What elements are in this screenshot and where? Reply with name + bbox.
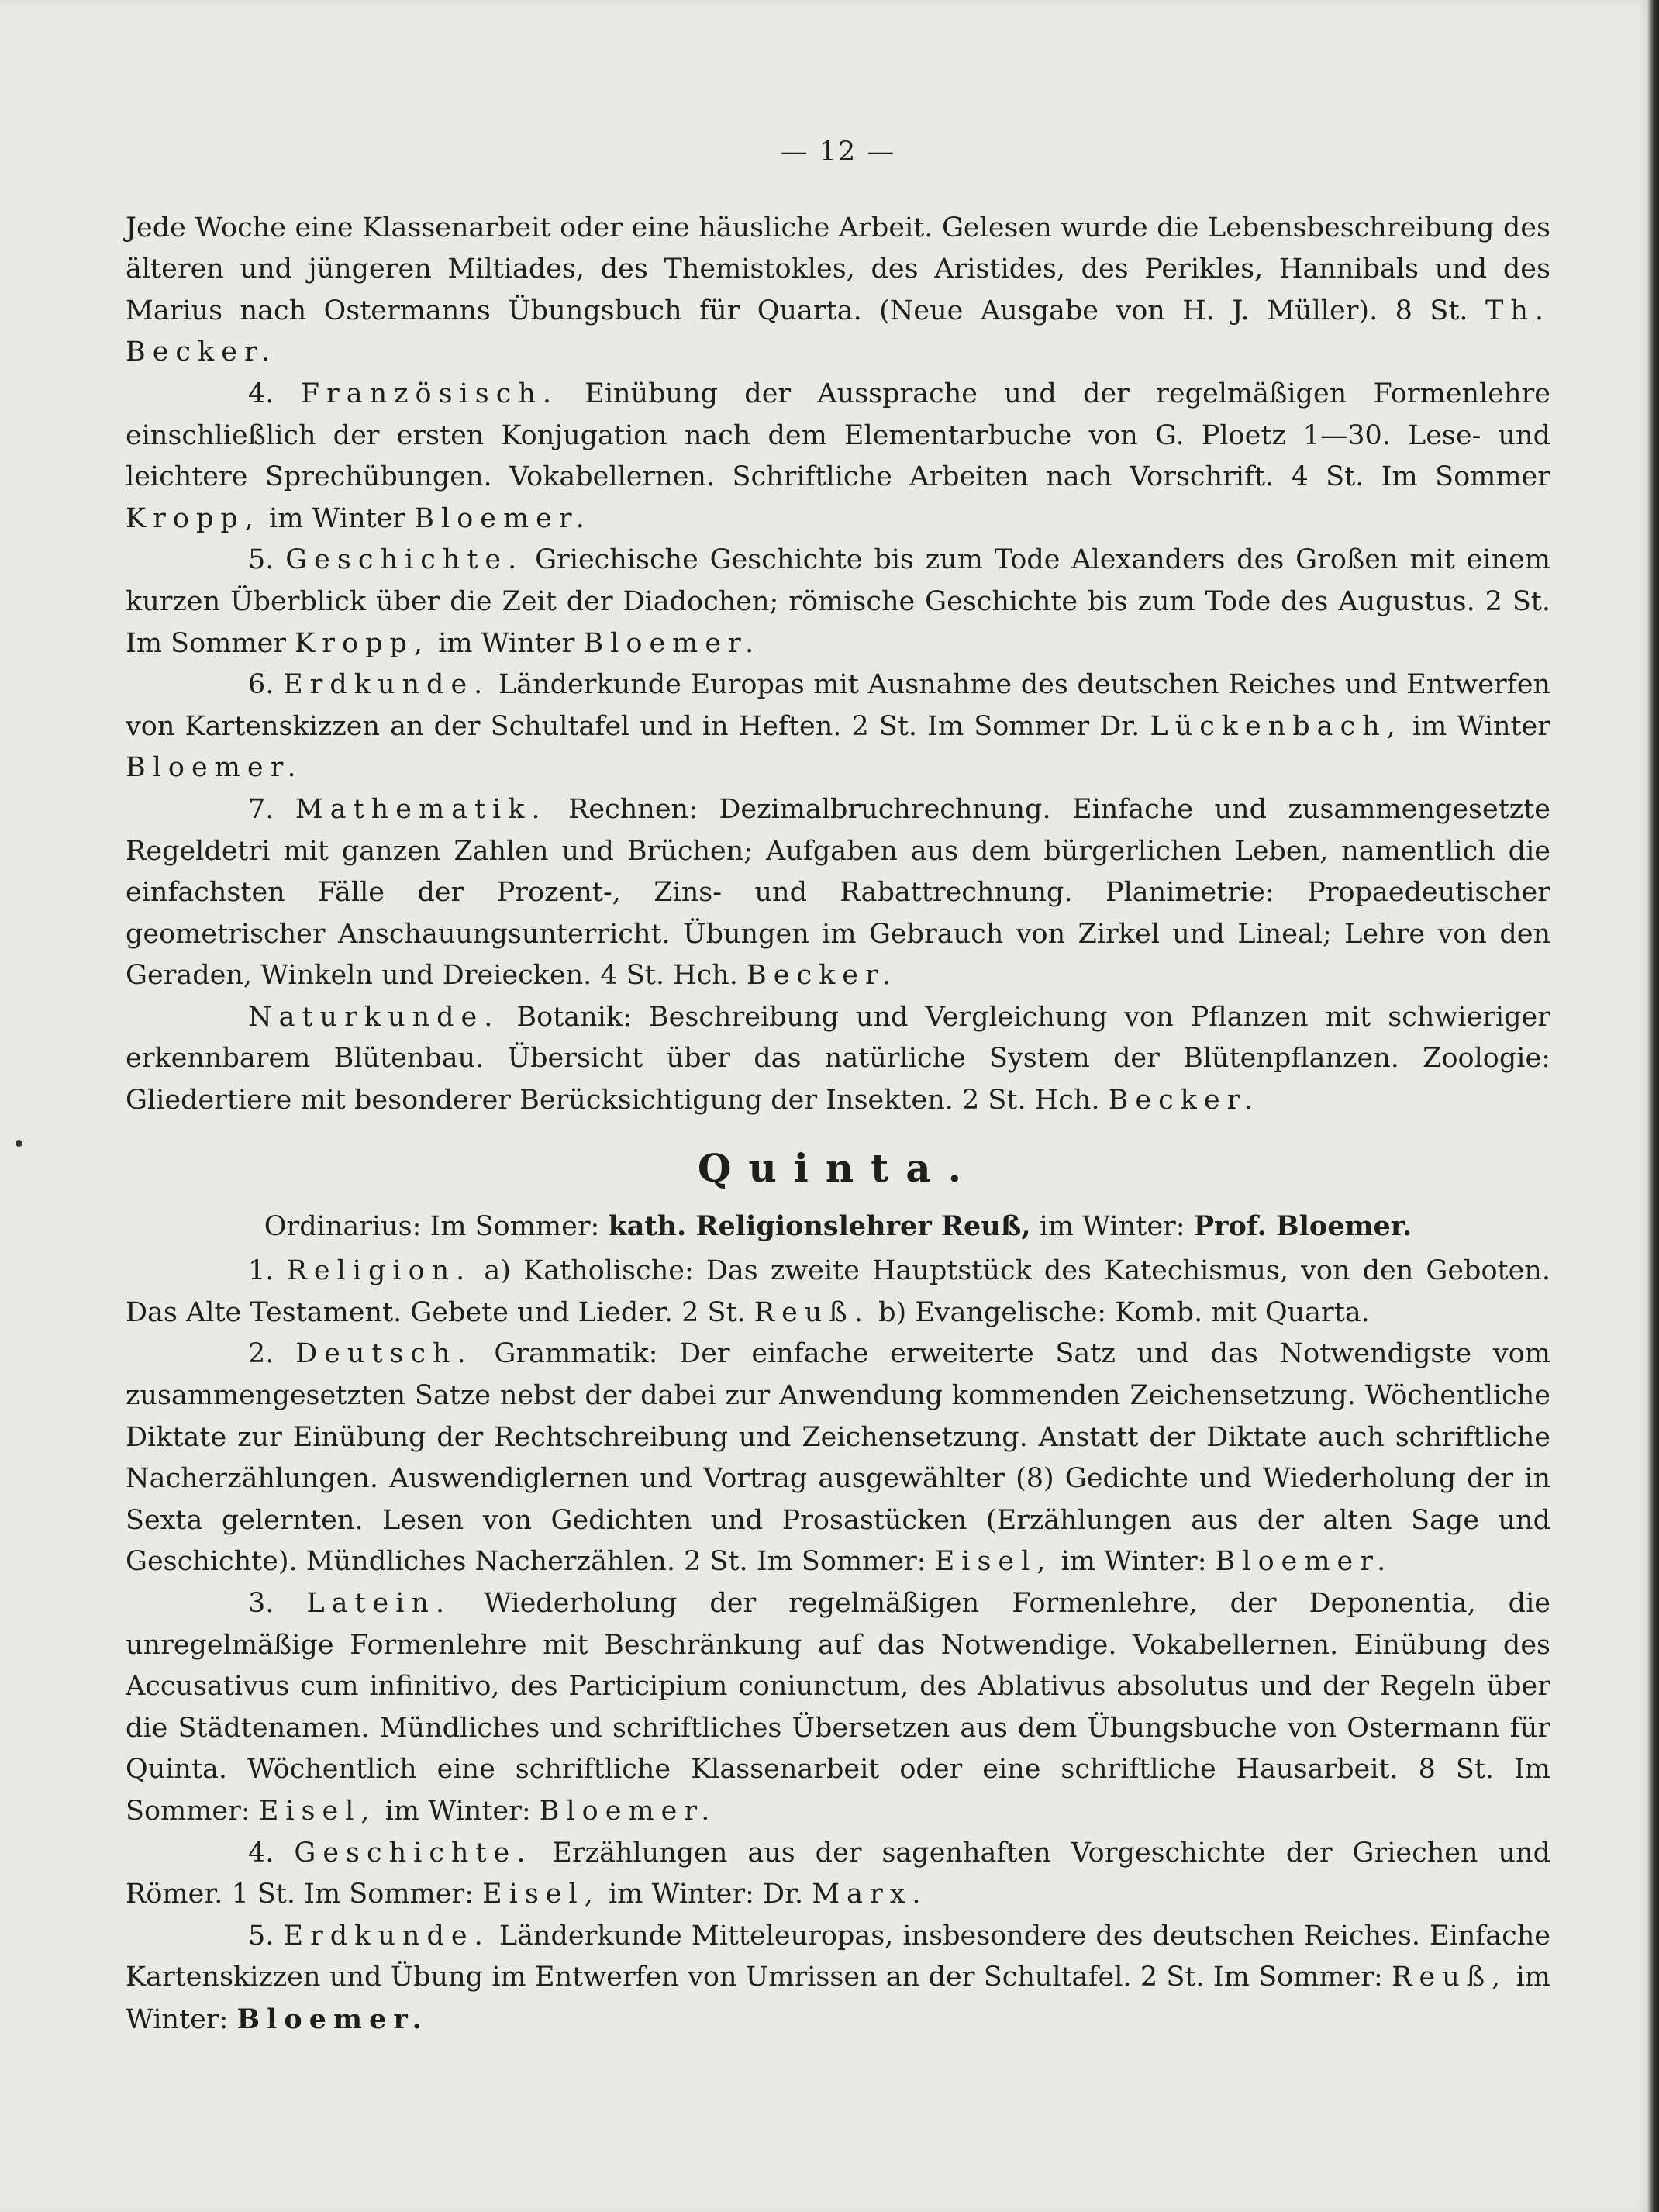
ordinarius-label: Ordinarius: Im Sommer: — [264, 1210, 600, 1242]
page-number: — 12 — — [780, 136, 896, 167]
subject-body: Wiederholung der regelmäßigen Formenlehre, der Deponentia, die unregelmäßige Formenlehre mit Beschränkung auf das Notwendige. Vokabellernen. Einübung des Accusativus cum infinitivo, des Participium coniunctum, des Ablativus absolutus und der Regeln über die Städtenamen. Mündliches und schriftliches Übersetzen aus dem Übungsbuche von Ostermann für Quinta. Wöchentlich eine schriftliche Klassenarbeit oder eine schriftliche Hausarbeit. 8 St. Im Sommer: — [126, 1588, 1550, 1827]
subject-name: Religion. — [286, 1255, 472, 1287]
quinta-subject-religion — [126, 1251, 1550, 1334]
teacher-summer: Lückenbach, — [1150, 710, 1402, 742]
teacher-winter: Bloemer. — [126, 752, 303, 784]
teacher-summer: Eisel, — [934, 1546, 1053, 1578]
quarta-subject-french — [126, 374, 1550, 540]
ordinarius-winter: Prof. Bloemer. — [1193, 1210, 1412, 1242]
subject-number: 4. — [248, 378, 274, 409]
teacher-summer: Kropp, — [126, 502, 260, 534]
subject-number: 7. — [248, 793, 274, 825]
subject-mid: im Winter: — [126, 1962, 1550, 2035]
teacher-winter: Bloemer. — [414, 502, 592, 534]
subject-name: Französisch. — [300, 378, 559, 409]
teacher-summer: Reuß, — [1392, 1962, 1508, 1993]
subject-name: Mathematik. — [295, 793, 547, 825]
subject-name: Geschichte. — [294, 1837, 533, 1869]
subject-body: Grammatik: Der einfache erweiterte Satz und das Notwendigste vom zusammengesetzten Satze nebst der dabei zur Anwendung kommenden Zeichensetzung. Wöchentliche Diktate zur Einübung der Rechtschreibung und Zeichensetzung. Anstatt der Diktate auch schriftliche Nacherzählungen. Auswendiglernen und Vortrag ausgewählter (8) Gedichte und Wiederholung der in Sexta gelernten. Lesen von Gedichten und Prosastücken (Erzählungen aus der alten Sage und Geschichte). Mündliches Nacherzählen. 2 St. Im Sommer: — [126, 1338, 1550, 1578]
teacher-winter: Bloemer. — [1215, 1546, 1393, 1578]
subject-name: Geschichte. — [285, 544, 524, 576]
subject-name: Naturkunde. — [248, 1001, 500, 1033]
subject-number: 4. — [248, 1837, 274, 1869]
teacher-summer: Reuß. — [754, 1296, 870, 1328]
ordinarius-line — [126, 1206, 1550, 1248]
subject-mid: im Winter — [438, 627, 575, 659]
quinta-subject-history — [126, 1833, 1550, 1916]
subject-name: Latein. — [306, 1588, 452, 1619]
subject-body: Botanik: Beschreibung und Vergleichung von Pflanzen mit schwieriger erkennbarem Blütenbau. Übersicht über das natürliche System der Blütenpflanzen. Zoologie: Gliedertiere mit besonderer Berücksichtigung der Insekten. 2 St. Hch. — [126, 1001, 1550, 1116]
subject-name: Erdkunde. — [283, 1920, 490, 1951]
subject-mid: im Winter: — [1061, 1546, 1207, 1578]
subject-name: Erdkunde. — [283, 669, 490, 701]
subject-mid: b) Evangelische: Komb. mit Quarta. — [878, 1296, 1370, 1328]
subject-body: a) Katholische: Das zweite Hauptstück des Katechismus, von den Geboten. Das Alte Testament. Gebete und Lieder. 2 St. — [126, 1255, 1550, 1328]
page-content — [126, 132, 1550, 2041]
subject-number: 6. — [248, 669, 274, 701]
quarta-subject-geography — [126, 664, 1550, 789]
quarta-subject-history — [126, 540, 1550, 664]
teacher-summer: Eisel, — [258, 1795, 377, 1827]
subject-body: Länderkunde Europas mit Ausnahme des deutschen Reiches und Entwerfen von Kartenskizzen an der Schultafel und in Heften. 2 St. Im Sommer Dr. — [126, 669, 1550, 742]
quarta-subject-mathematics — [126, 789, 1550, 997]
subject-number: 2. — [248, 1338, 274, 1370]
latin-continuation-text: Jede Woche eine Klassenarbeit oder eine häusliche Arbeit. Gelesen wurde die Lebensbeschreibung des älteren und jüngeren Miltiades, des Themistokles, des Aristides, des Perikles, Hannibals und des Marius nach Ostermanns Übungsbuch für Quarta. (Neue Ausgabe von H. J. Müller). 8 St. — [126, 212, 1550, 326]
subject-mid: im Winter: Dr. — [608, 1879, 804, 1910]
subject-mid: im Winter: — [385, 1795, 531, 1827]
quinta-subject-latin — [126, 1583, 1550, 1833]
subject-mid: im Winter — [1412, 710, 1550, 742]
teacher-winter: Bloemer. — [236, 2003, 429, 2035]
subject-body: Erzählungen aus der sagenhaften Vorgeschichte der Griechen und Römer. 1 St. Im Sommer: — [126, 1837, 1550, 1910]
quinta-subject-german — [126, 1334, 1550, 1583]
subject-body: Länderkunde Mitteleuropas, insbesondere des deutschen Reiches. Einfache Kartenskizzen und Übung im Entwerfen von Umrissen an der Schultafel. 2 St. Im Sommer: — [126, 1920, 1550, 1993]
ordinarius-summer: kath. Religionslehrer Reuß, — [608, 1210, 1031, 1242]
quarta-subject-natural-science — [126, 997, 1550, 1122]
latin-continuation-paragraph — [126, 208, 1550, 374]
teacher-summer: Becker. — [747, 960, 898, 992]
subject-body: Rechnen: Dezimalbruchrechnung. Einfache und zusammengesetzte Regeldetri mit ganzen Zahlen und Brüchen; Aufgaben aus dem bürgerlichen Leben, namentlich die einfachsten Fälle der Prozent-, Zins- und Rabattrechnung. Planimetrie: Propaedeutischer geometrischer Anschauungsunterricht. Übungen im Gebrauch von Zirkel und Lineal; Lehre von den Geraden, Winkeln und Dreiecken. 4 St. Hch. — [126, 793, 1550, 992]
teacher-summer: Kropp, — [295, 627, 430, 659]
latin-teacher: Th. Becker. — [126, 295, 1550, 368]
teacher-winter: Bloemer. — [583, 627, 761, 659]
teacher-winter: Bloemer. — [539, 1795, 717, 1827]
teacher-summer: Eisel, — [482, 1879, 600, 1910]
subject-body: Griechische Geschichte bis zum Tode Alexanders des Großen mit einem kurzen Überblick über die Zeit der Diadochen; römische Geschichte bis zum Tode des Augustus. 2 St. Im Sommer — [126, 544, 1550, 659]
ordinarius-mid: im Winter: — [1039, 1210, 1185, 1242]
page-edge-shadow — [1647, 0, 1659, 2212]
subject-name: Deutsch. — [295, 1338, 473, 1370]
section-heading-quinta: Quinta. — [697, 1144, 979, 1191]
subject-number: 3. — [248, 1588, 274, 1619]
quinta-subject-geography — [126, 1916, 1550, 2041]
teacher-summer: Becker. — [1108, 1085, 1260, 1116]
teacher-winter: Marx. — [812, 1879, 928, 1910]
subject-number: 5. — [248, 544, 274, 576]
margin-dot — [16, 1140, 22, 1147]
subject-number: 5. — [248, 1920, 274, 1951]
subject-body: Einübung der Aussprache und der regelmäßigen Formenlehre einschließlich der ersten Konjugation nach dem Elementarbuche von G. Ploetz 1—30. Lese- und leichtere Sprechübungen. Vokabellernen. Schriftliche Arbeiten nach Vorschrift. 4 St. Im Sommer — [126, 378, 1550, 493]
subject-mid: im Winter — [269, 502, 406, 534]
subject-number: 1. — [248, 1255, 274, 1287]
